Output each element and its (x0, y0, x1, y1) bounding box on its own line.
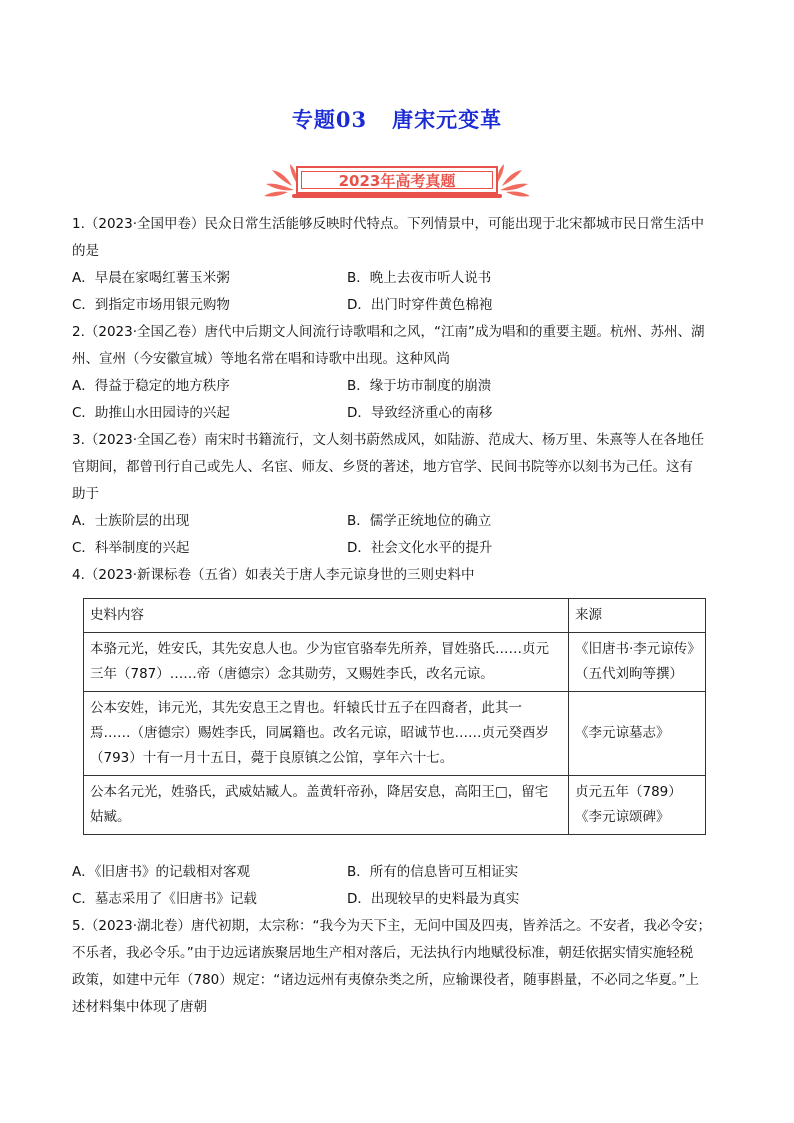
q3-options-row1 (72, 508, 724, 535)
row1-content-line2: 三年（787）……帝（唐德宗）念其勋劳，又赐姓李氏，改名元谅。 (90, 666, 494, 682)
banner-frame (296, 166, 498, 194)
q1-stem-line2: 的是 (72, 243, 99, 259)
row1-source-line2: （五代刘昫等撰） (575, 666, 683, 682)
table-row (84, 633, 706, 692)
source-table (83, 598, 706, 835)
q3-stem-line1: 3.（2023·全国乙卷）南宋时书籍流行，文人刻书蔚然成风，如陆游、范成大、杨万里、朱熹等人在各地任 (72, 432, 705, 448)
q1-options-row1 (72, 265, 724, 292)
q4-options-row2 (72, 886, 724, 913)
table-header-row (84, 599, 706, 633)
row3-content-line2: 姑臧。 (90, 809, 131, 825)
section-banner (262, 162, 532, 202)
q1-stem-line1: 1.（2023·全国甲卷）民众日常生活能够反映时代特点。下列情景中，可能出现于北宋都城市民日常生活中 (72, 216, 705, 232)
q3-option-b: B．儒学正统地位的确立 (347, 513, 492, 529)
table-row (84, 776, 706, 835)
row2-content-line1: 公本安姓，讳元光，其先安息王之胄也。轩辕氏廿五子在四裔者，此其一 (90, 700, 522, 716)
banner-label: 2023年高考真题 (301, 171, 493, 189)
q5-stem-line3: 政策，如建中元年（780）规定：“诸边远州有夷僚杂类之所，应输课役者，随事斟量，不必同之华夏。”上 (72, 972, 700, 988)
row2-source-line1: 《李元谅墓志》 (575, 725, 670, 741)
q2-options-row1 (72, 373, 724, 400)
q3-stem-line2: 官期间，都曾刊行自己或先人、名宦、师友、乡贤的著述，地方官学、民间书院等亦以刻书为己任。这有 (72, 459, 693, 475)
q2-option-b: B．缘于坊市制度的崩溃 (347, 378, 492, 394)
q4-option-c: C．墓志采用了《旧唐书》记载 (72, 891, 257, 907)
table-cell-content (84, 692, 569, 776)
q4-option-a: A．《旧唐书》的记载相对客观 (72, 864, 250, 880)
q3-option-c: C．科举制度的兴起 (72, 540, 190, 556)
table-cell-source (569, 692, 706, 776)
row3-source-line1: 贞元五年（789） (575, 784, 682, 800)
q3-options-row2 (72, 535, 724, 562)
q3-stem-line3: 助于 (72, 486, 99, 502)
q3-option-d: D．社会文化水平的提升 (347, 540, 493, 556)
q1-option-c: C．到指定市场用银元购物 (72, 297, 230, 313)
q4-option-d: D．出现较早的史料最为真实 (347, 891, 520, 907)
table-cell-source (569, 776, 706, 835)
table-cell-source (569, 633, 706, 692)
table-row (84, 692, 706, 776)
title-prefix: 专题 (291, 108, 336, 132)
table-cell-content (84, 776, 569, 835)
row3-content-line1: 公本名元光，姓骆氏，武威姑臧人。盖黄轩帝孙，降居安息，高阳王□，留宅 (90, 784, 549, 800)
table-cell-content (84, 633, 569, 692)
q1-option-a: A．早晨在家喝红薯玉米粥 (72, 270, 230, 286)
questions-block (72, 211, 724, 589)
q4-option-b: B．所有的信息皆可互相证实 (347, 864, 519, 880)
row2-content-line3: （793）十有一月十五日，薨于良原镇之公馆，享年六十七。 (90, 750, 454, 766)
questions-block-2 (72, 859, 724, 1021)
q5-stem-line4: 述材料集中体现了唐朝 (72, 999, 207, 1015)
row1-content-line1: 本骆元光，姓安氏，其先安息人也。少为宦官骆奉先所养，冒姓骆氏……贞元 (90, 641, 549, 657)
title-number: 03 (335, 107, 368, 132)
q1-option-d: D．出门时穿件黄色棉袍 (347, 297, 493, 313)
q3-option-a: A．士族阶层的出现 (72, 513, 190, 529)
q4-options-row1 (72, 859, 724, 886)
q1-options-row2 (72, 292, 724, 319)
row2-content-line2: 焉……（唐德宗）赐姓李氏，同属籍也。改名元谅，昭诚节也……贞元癸酉岁 (90, 725, 549, 741)
q2-stem-line1: 2.（2023·全国乙卷）唐代中后期文人间流行诗歌唱和之风，“江南”成为唱和的重要主题。杭州、苏州、湖 (72, 324, 705, 340)
q4-stem-line1: 4.（2023·新课标卷（五省）如表关于唐人李元谅身世的三则史料中 (72, 567, 475, 583)
q2-stem-line2: 州、宣州（今安徽宣城）等地名常在唱和诗歌中出现。这种风尚 (72, 351, 450, 367)
q2-option-d: D．导致经济重心的南移 (347, 405, 493, 421)
q5-stem-line1: 5.（2023·湖北卷）唐代初期，太宗称：“我今为天下主，无问中国及四夷，皆养活之。不安者，我必令安； (72, 918, 712, 934)
q1-option-b: B．晚上去夜市听人说书 (347, 270, 492, 286)
table-header-source: 来源 (569, 599, 706, 633)
title-text: 唐宋元变革 (392, 108, 503, 132)
page-title (0, 104, 794, 134)
q2-options-row2 (72, 400, 724, 427)
row3-source-line2: 《李元谅颂碑》 (575, 809, 670, 825)
table-header-content: 史料内容 (84, 599, 569, 633)
row1-source-line1: 《旧唐书·李元谅传》 (575, 641, 701, 657)
q2-option-c: C．助推山水田园诗的兴起 (72, 405, 230, 421)
q2-option-a: A．得益于稳定的地方秩序 (72, 378, 230, 394)
q5-stem-line2: 不乐者，我必令乐。”由于边远诸族聚居地生产相对落后，无法执行内地赋役标准，朝廷依据实情实施轻税 (72, 945, 694, 961)
